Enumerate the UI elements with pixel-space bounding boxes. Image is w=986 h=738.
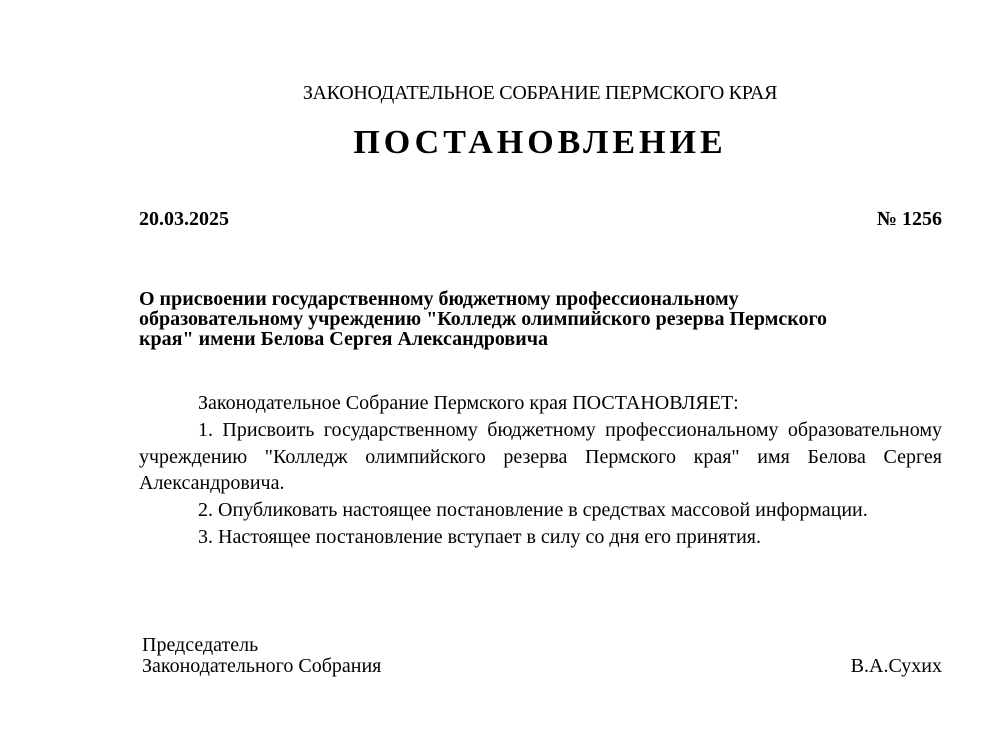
- document-date: 20.03.2025: [139, 208, 229, 230]
- signatory-name: В.А.Сухих: [850, 655, 942, 677]
- document-type-title: ПОСТАНОВЛЕНИЕ: [353, 124, 727, 161]
- clause-1: 1. Присвоить государственному бюджетному профессиональному образовательному учреждению "Колледж олимпийского резерва Пермского края" имя Белова Сергея Александровича.: [139, 418, 942, 495]
- document-number: № 1256: [876, 208, 942, 230]
- document-subject: О присвоении государственному бюджетному профессиональному образовательному учреждению "Колледж олимпийского резерва Пермского края" имени Белова Сергея Александровича: [139, 288, 828, 350]
- clause-2: 2. Опубликовать настоящее постановление в средствах массовой информации.: [198, 499, 868, 522]
- signature-block: [142, 635, 942, 677]
- preamble: Законодательное Собрание Пермского края ПОСТАНОВЛЯЕТ:: [198, 392, 739, 414]
- organization-heading: ЗАКОНОДАТЕЛЬНОЕ СОБРАНИЕ ПЕРМСКОГО КРАЯ: [302, 82, 778, 104]
- clause-3: 3. Настоящее постановление вступает в силу со дня его принятия.: [198, 525, 761, 548]
- signatory-position-line2: Законодательного Собрания: [142, 655, 382, 677]
- document-body: [139, 390, 942, 551]
- signatory-position-line1: Председатель: [142, 634, 259, 656]
